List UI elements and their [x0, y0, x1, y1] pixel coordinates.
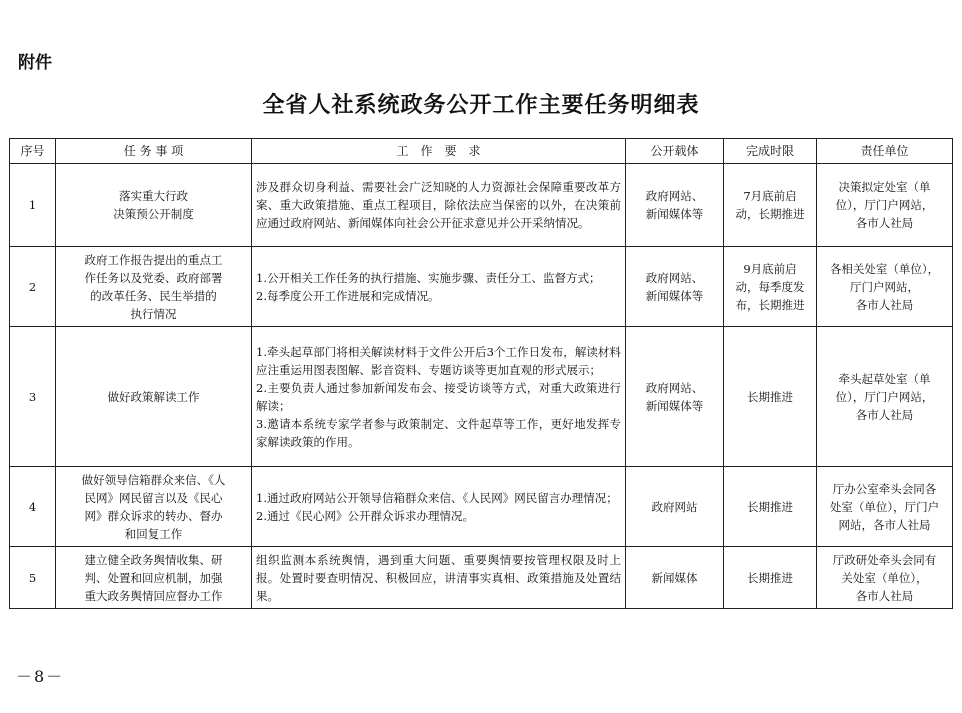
row-seq: 5 — [10, 547, 56, 609]
attachment-label: 附件 — [18, 53, 52, 73]
row-unit: 厅政研处牵头会同有 关处室（单位）， 各市人社局 — [817, 547, 953, 609]
table-header-row — [10, 139, 953, 164]
row-seq: 2 — [10, 247, 56, 327]
row-deadline: 7月底前启 动，长期推进 — [724, 164, 817, 247]
table-row — [10, 467, 953, 547]
row-requirements: 1.牵头起草部门将相关解读材料于文件公开后3个工作日发布，解读材料应注重运用图表图解、影音资料、专题访谈等更加直观的形式展示； 2.主要负责人通过参加新闻发布会、接受访谈等方式，对重大政策进行解读； 3.邀请本系统专家学者参与政策制定、文件起草等工作，更好地发挥专家解读政策的作用。 — [252, 327, 626, 467]
row-carrier: 政府网站、 新闻媒体等 — [626, 327, 724, 467]
header-unit: 责任单位 — [817, 139, 953, 164]
row-carrier: 政府网站、 新闻媒体等 — [626, 247, 724, 327]
row-seq: 1 — [10, 164, 56, 247]
row-carrier: 政府网站、 新闻媒体等 — [626, 164, 724, 247]
row-deadline: 长期推进 — [724, 547, 817, 609]
header-deadline: 完成时限 — [724, 139, 817, 164]
row-requirements: 1.公开相关工作任务的执行措施、实施步骤、责任分工、监督方式； 2.每季度公开工作进展和完成情况。 — [252, 247, 626, 327]
document-title: 全省人社系统政务公开工作主要任务明细表 — [262, 93, 700, 118]
table-row — [10, 247, 953, 327]
row-unit: 厅办公室牵头会同各 处室（单位），厅门户 网站，各市人社局 — [817, 467, 953, 547]
row-unit: 各相关处室（单位）， 厅门户网站， 各市人社局 — [817, 247, 953, 327]
header-carrier: 公开载体 — [626, 139, 724, 164]
table-row — [10, 327, 953, 467]
table-row — [10, 547, 953, 609]
row-requirements: 组织监测本系统舆情，遇到重大问题、重要舆情要按管理权限及时上报。处置时要查明情况、积极回应，讲清事实真相、政策措施及处置结果。 — [252, 547, 626, 609]
row-requirements: 1.通过政府网站公开领导信箱群众来信、《人民网》网民留言办理情况； 2.通过《民心网》公开群众诉求办理情况。 — [252, 467, 626, 547]
row-deadline: 长期推进 — [724, 467, 817, 547]
row-seq: 4 — [10, 467, 56, 547]
task-table — [9, 138, 953, 609]
row-carrier: 政府网站 — [626, 467, 724, 547]
row-task: 政府工作报告提出的重点工 作任务以及党委、政府部署 的改革任务、民生举措的 执行情况 — [56, 247, 252, 327]
row-deadline: 长期推进 — [724, 327, 817, 467]
row-task: 建立健全政务舆情收集、研 判、处置和回应机制，加强 重大政务舆情回应督办工作 — [56, 547, 252, 609]
row-seq: 3 — [10, 327, 56, 467]
header-requirements: 工 作 要 求 — [252, 139, 626, 164]
page-number: －8－ — [16, 667, 65, 686]
row-carrier: 新闻媒体 — [626, 547, 724, 609]
row-unit: 决策拟定处室（单 位），厅门户网站， 各市人社局 — [817, 164, 953, 247]
row-deadline: 9月底前启 动，每季度发 布，长期推进 — [724, 247, 817, 327]
header-task: 任 务 事 项 — [56, 139, 252, 164]
row-requirements: 涉及群众切身利益、需要社会广泛知晓的人力资源社会保障重要改革方案、重大政策措施、重点工程项目，除依法应当保密的以外，在决策前应通过政府网站、新闻媒体向社会公开征求意见并公开采纳情况。 — [252, 164, 626, 247]
row-task: 做好政策解读工作 — [56, 327, 252, 467]
header-seq: 序号 — [10, 139, 56, 164]
row-task: 做好领导信箱群众来信、《人 民网》网民留言以及《民心 网》群众诉求的转办、督办 和回复工作 — [56, 467, 252, 547]
row-unit: 牵头起草处室（单 位），厅门户网站， 各市人社局 — [817, 327, 953, 467]
row-task: 落实重大行政 决策预公开制度 — [56, 164, 252, 247]
table-row — [10, 164, 953, 247]
